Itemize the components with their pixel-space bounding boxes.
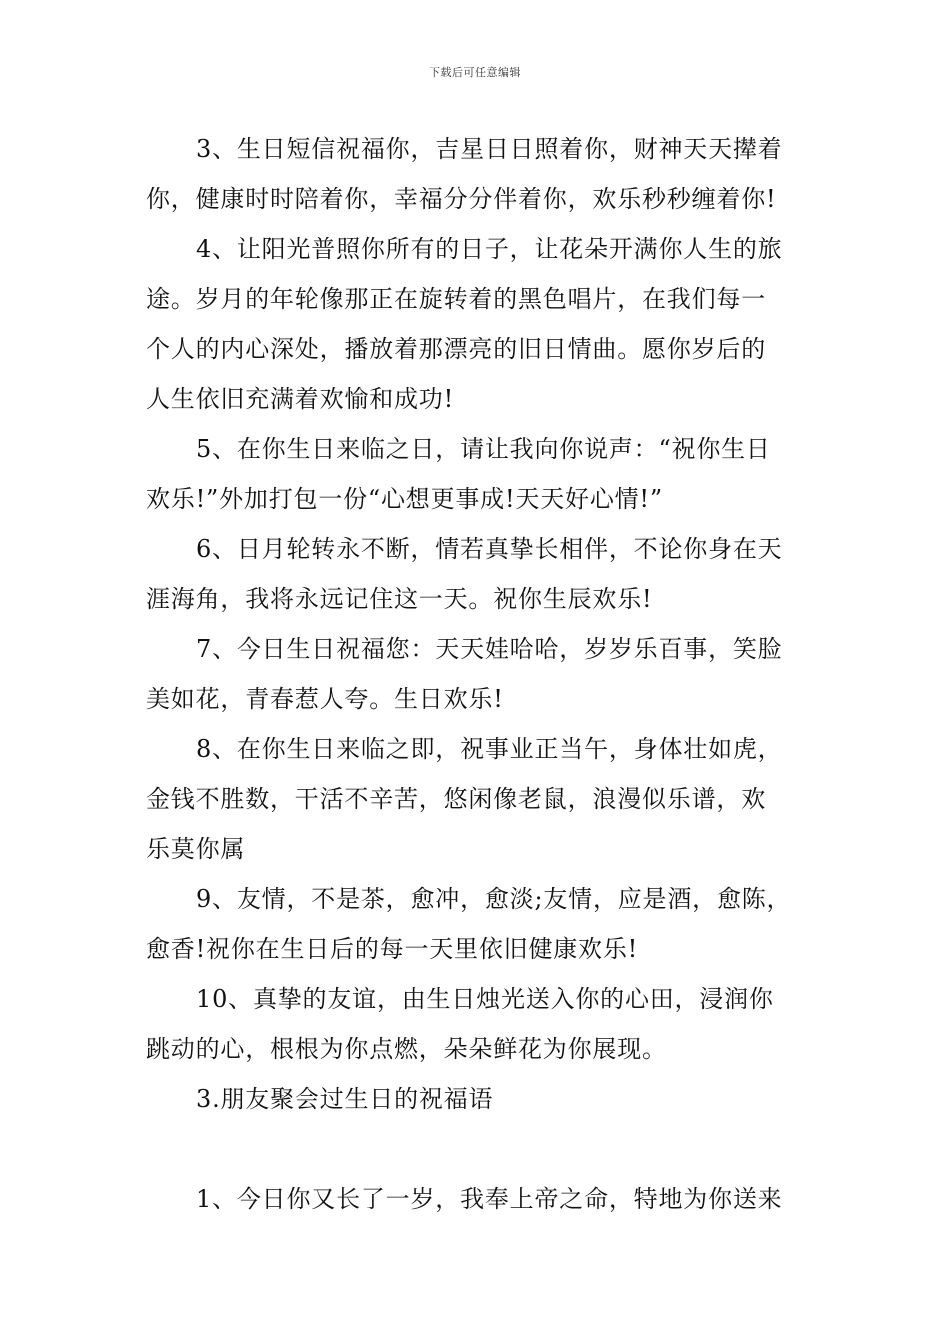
paragraph-line: 你，健康时时陪着你，幸福分分伴着你，欢乐秒秒缠着你!: [146, 185, 777, 213]
paragraph-line: 涯海角，我将永远记住这一天。祝你生辰欢乐!: [146, 585, 653, 613]
paragraph-line: 跳动的心，根根为你点燃，朵朵鲜花为你展现。: [146, 1035, 667, 1063]
section-heading: 3.朋友聚会过生日的祝福语: [196, 1085, 494, 1113]
paragraph-line: 8、在你生日来临之即，祝事业正当午，身体壮如虎，: [196, 735, 783, 763]
paragraph-line: 金钱不胜数，干活不辛苦，悠闲像老鼠，浪漫似乐谱，欢: [146, 785, 766, 813]
paragraph-line: 乐莫你属: [146, 835, 246, 863]
paragraph-line: 4、让阳光普照你所有的日子，让花朵开满你人生的旅: [196, 235, 783, 263]
page-header-watermark: 下载后可任意编辑: [429, 66, 521, 79]
paragraph-line: 欢乐!”外加打包一份“心想更事成!天天好心情!”: [146, 485, 663, 513]
paragraph-line: 3、生日短信祝福你，吉星日日照着你，财神天天撵着: [196, 135, 783, 163]
paragraph-line: 7、今日生日祝福您：天天娃哈哈，岁岁乐百事，笑脸: [196, 635, 783, 663]
paragraph-line: 美如花，青春惹人夸。生日欢乐!: [146, 685, 504, 713]
paragraph-line: 10、真挚的友谊，由生日烛光送入你的心田，浸润你: [196, 985, 774, 1013]
paragraph-line: 9、友情，不是茶，愈冲，愈淡;友情，应是酒，愈陈，: [196, 885, 792, 913]
paragraph-line: 1、今日你又长了一岁，我奉上帝之命，特地为你送来: [196, 1185, 783, 1213]
paragraph-line: 途。岁月的年轮像那正在旋转着的黑色唱片，在我们每一: [146, 285, 766, 313]
paragraph-line: 个人的内心深处，播放着那漂亮的旧日情曲。愿你岁后的: [146, 335, 766, 363]
paragraph-line: 人生依旧充满着欢愉和成功!: [146, 385, 455, 413]
paragraph-line: 6、日月轮转永不断，情若真挚长相伴，不论你身在天: [196, 535, 783, 563]
paragraph-line: 5、在你生日来临之日，请让我向你说声：“祝你生日: [196, 435, 771, 463]
paragraph-line: 愈香!祝你在生日后的每一天里依旧健康欢乐!: [146, 935, 639, 963]
